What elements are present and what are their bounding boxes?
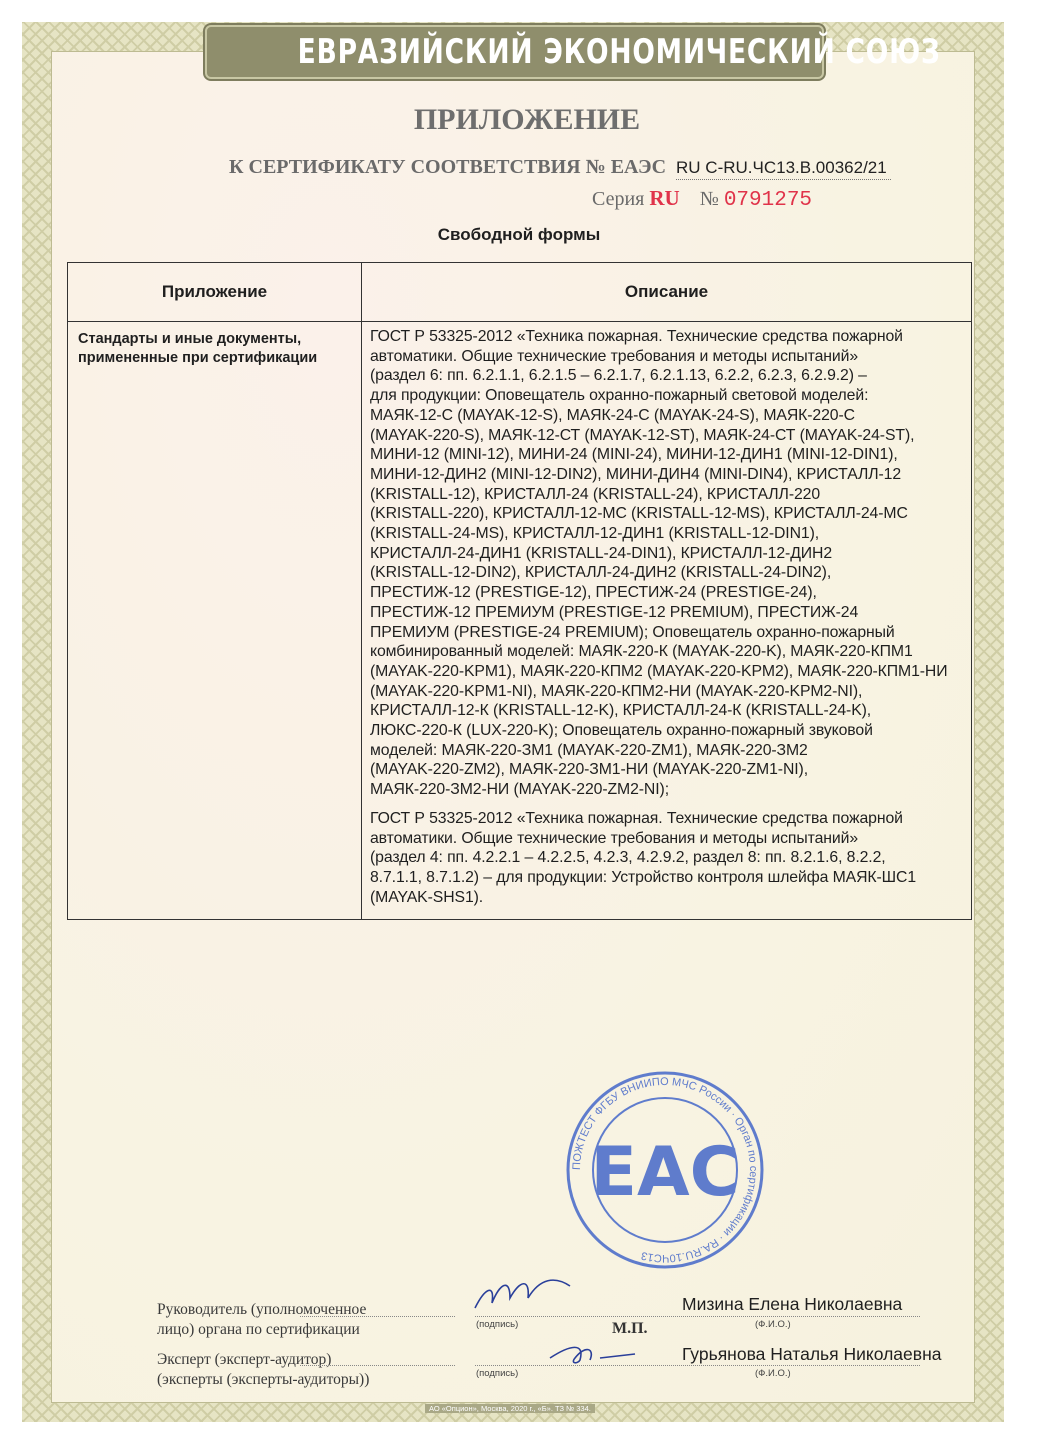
number-label: № [699, 188, 719, 210]
description-line: (KRISTALL-220), КРИСТАЛЛ-12-МС (KRISTALL-12-MS), КРИСТАЛЛ-24-МС [370, 505, 908, 523]
description-line: (MAYAK-220-S), МАЯК-12-СТ (MAYAK-12-ST), МАЯК-24-СТ (MAYAK-24-ST), [370, 426, 915, 444]
certificate-subtitle: К СЕРТИФИКАТУ СООТВЕТСТВИЯ № ЕАЭС [229, 156, 667, 178]
expert-label: Эксперт (эксперт-аудитор) (эксперты (эксперты-аудиторы)) [157, 1351, 370, 1388]
description-line: (KRISTALL-24-MS), КРИСТАЛЛ-12-ДИН1 (KRISTALL-12-DIN1), [370, 525, 820, 543]
description-line: автоматики. Общие технические требования и методы испытаний» [370, 347, 859, 365]
description-line: (MAYAK-220-KPM1), МАЯК-220-КПМ2 (MAYAK-220-KPM2), МАЯК-220-КПМ1-НИ [370, 662, 948, 680]
head-label: Руководитель (уполномоченное лицо) органа по сертификации [157, 1301, 367, 1338]
head-name: Мизина Елена Николаевна [682, 1294, 903, 1314]
description-paragraph-2 [370, 809, 963, 908]
description-line: (MAYAK-220-ZM2), МАЯК-220-ЗМ1-НИ (MAYAK-220-ZM1-NI), [370, 761, 809, 779]
eac-logo: ЕАС [590, 1133, 740, 1212]
certificate-number: RU C-RU.ЧС13.В.00362/21 [676, 158, 891, 180]
description-line: (KRISTALL-12), КРИСТАЛЛ-24 (KRISTALL-24), КРИСТАЛЛ-220 [370, 485, 821, 503]
expert-dotted-line [300, 1365, 455, 1366]
expert-signature-caption: (подпись) [476, 1368, 519, 1379]
head-dotted-line [300, 1316, 455, 1317]
description-line: автоматики. Общие технические требования и методы испытаний» [370, 829, 859, 847]
description-line: ГОСТ Р 53325-2012 «Техника пожарная. Технические средства пожарной [370, 809, 903, 827]
certification-stamp [560, 1065, 770, 1275]
row-label: Стандарты и иные документы, примененные при сертификации [68, 322, 362, 920]
description-line: комбинированный моделей: МАЯК-220-К (MAYAK-220-K), МАЯК-220-КПМ1 [370, 643, 913, 661]
form-label: Свободной формы [437, 225, 601, 244]
description-line: МАЯК-220-ЗМ2-НИ (MAYAK-220-ZM2-NI); [370, 781, 669, 799]
description-line: ПРЕМИУМ (PRESTIGE-24 PREMIUM); Оповещатель охранно-пожарный [370, 623, 895, 641]
description-paragraph-1 [370, 327, 963, 800]
union-banner: ЕВРАЗИЙСКИЙ ЭКОНОМИЧЕСКИЙ СОЮЗ [205, 25, 824, 79]
expert-name: Гурьянова Наталья Николаевна [682, 1344, 942, 1364]
expert-signature [540, 1330, 650, 1366]
description-line: ПРЕСТИЖ-12 (PRESTIGE-12), ПРЕСТИЖ-24 (PRESTIGE-24), [370, 584, 817, 602]
number-value: 0791275 [723, 189, 813, 212]
description-line: (раздел 4: пп. 4.2.2.1 – 4.2.2.5, 4.2.3, 4.2.9.2, раздел 8: пп. 8.2.1.6, 8.2.2, [370, 849, 886, 867]
expert-name-caption: (Ф.И.О.) [755, 1368, 791, 1379]
description-line: 8.7.1.1, 8.7.1.2) – для продукции: Устройство контроля шлейфа МАЯК-ШС1 [370, 868, 917, 886]
head-signature-caption: (подпись) [476, 1319, 519, 1330]
description-line: (KRISTALL-12-DIN2), КРИСТАЛЛ-24-ДИН2 (KRISTALL-24-DIN2), [370, 564, 832, 582]
description-line: моделей: МАЯК-220-ЗМ1 (MAYAK-220-ZM1), МАЯК-220-ЗМ2 [370, 741, 808, 759]
description-line: ГОСТ Р 53325-2012 «Техника пожарная. Технические средства пожарной [370, 328, 903, 345]
description-line: (раздел 6: пп. 6.2.1.1, 6.2.1.5 – 6.2.1.7, 6.2.1.13, 6.2.2, 6.2.3, 6.2.9.2) – [370, 367, 867, 385]
description-line: (MAYAK-220-KPM1-NI), МАЯК-220-КПМ2-НИ (MAYAK-220-KPM2-NI), [370, 682, 863, 700]
certificate-line [229, 156, 891, 180]
row-description [362, 322, 972, 920]
table-row [68, 322, 972, 920]
description-line: ЛЮКС-220-К (LUX-220-K); Оповещатель охранно-пожарный звуковой [370, 722, 873, 740]
header-appendix: Приложение [68, 263, 362, 322]
description-line: (MAYAK-SHS1). [370, 888, 484, 906]
head-name-caption: (Ф.И.О.) [755, 1319, 791, 1330]
description-line: КРИСТАЛЛ-12-К (KRISTALL-12-K), КРИСТАЛЛ-24-К (KRISTALL-24-K), [370, 702, 872, 720]
series-line [592, 186, 812, 212]
description-line: КРИСТАЛЛ-24-ДИН1 (KRISTALL-24-DIN1), КРИСТАЛЛ-12-ДИН2 [370, 544, 833, 562]
description-line: МИНИ-12-ДИН2 (MINI-12-DIN2), МИНИ-ДИН4 (MINI-DIN4), КРИСТАЛЛ-12 [370, 465, 902, 483]
document-title: ПРИЛОЖЕНИЕ [413, 103, 641, 136]
head-signature [470, 1268, 580, 1318]
header-description: Описание [362, 263, 972, 322]
description-line: МАЯК-12-С (MAYAK-12-S), МАЯК-24-С (MAYAK-24-S), МАЯК-220-С [370, 406, 855, 424]
description-line: МИНИ-12 (MINI-12), МИНИ-24 (MINI-24), МИНИ-12-ДИН1 (MINI-12-DIN1), [370, 446, 898, 464]
printer-footer: АО «Опцион», Москва, 2020 г., «Б». ТЗ № 334. [425, 1404, 595, 1413]
description-line: ПРЕСТИЖ-12 ПРЕМИУМ (PRESTIGE-12 PREMIUM), ПРЕСТИЖ-24 [370, 603, 859, 621]
stamp-ring-text: ПОЖТЕСТ ФГБУ ВНИИПО МЧС России · Орган по сертификации · RA.RU.10ЧС13 [570, 1075, 760, 1265]
appendix-table [67, 262, 972, 920]
description-line: для продукции: Оповещатель охранно-пожарный световой моделей: [370, 387, 869, 405]
series-value: RU [649, 186, 680, 210]
series-label: Серия [592, 188, 645, 210]
seal-label: М.П. [612, 1320, 648, 1337]
